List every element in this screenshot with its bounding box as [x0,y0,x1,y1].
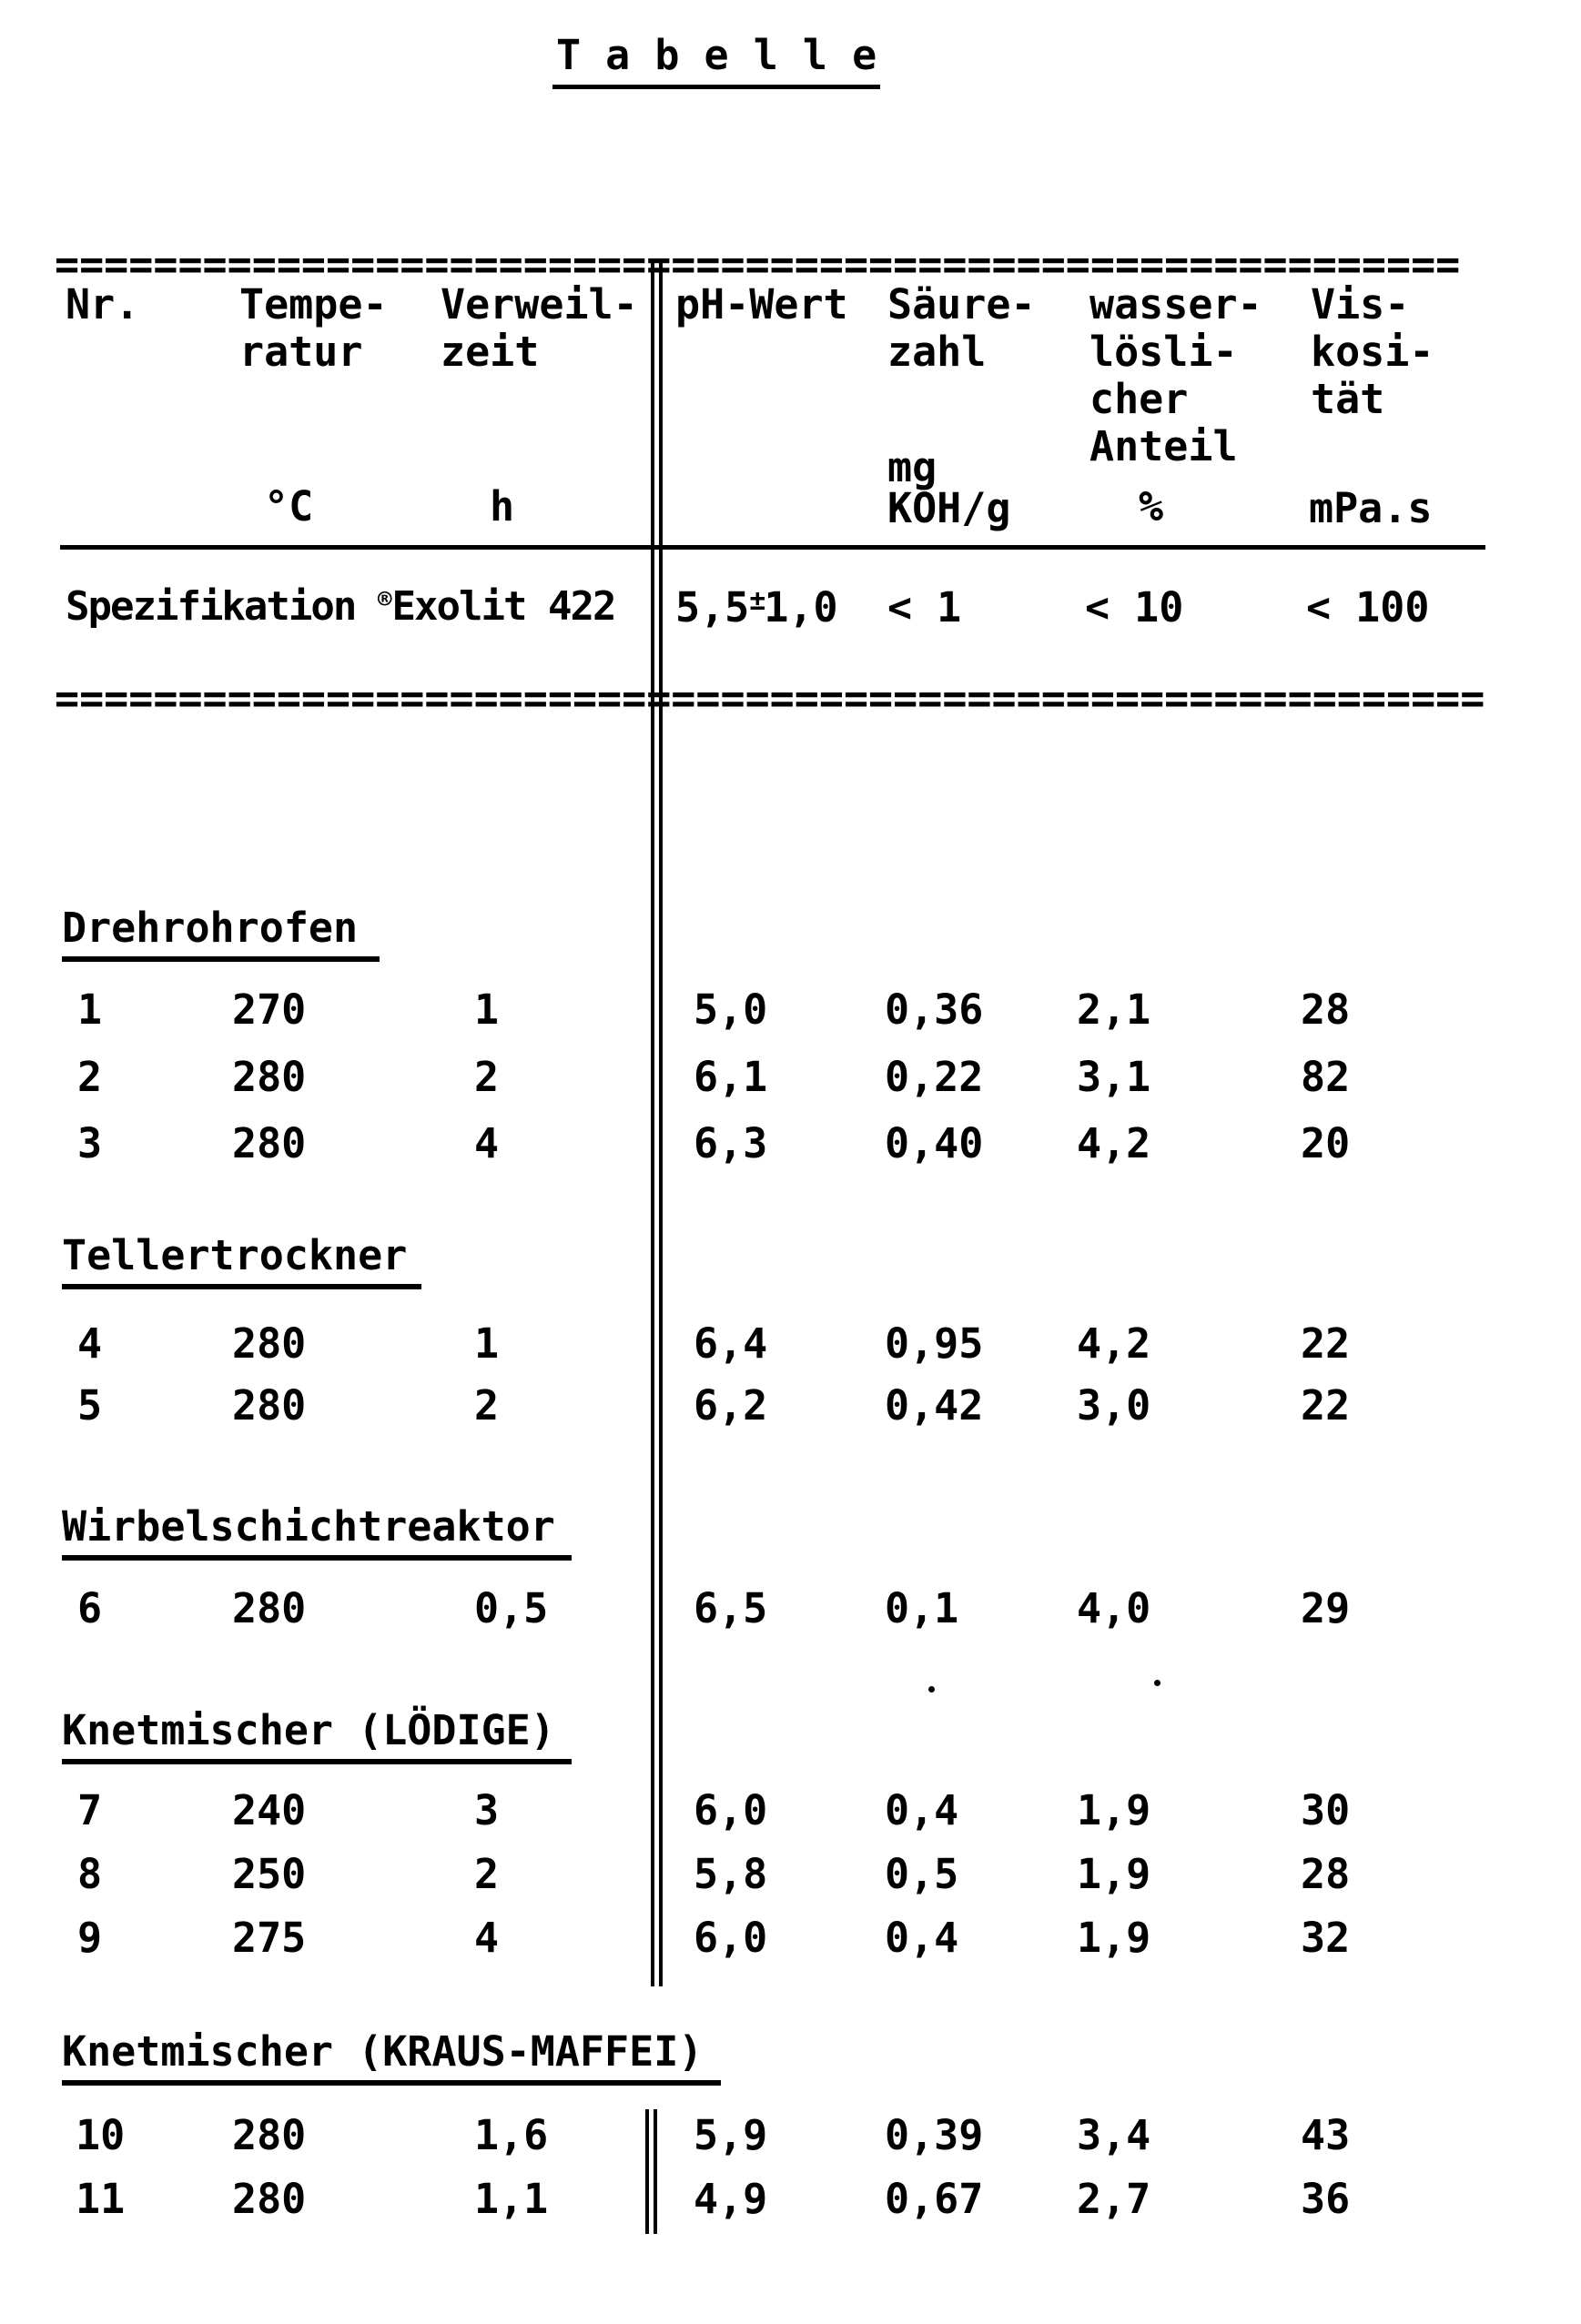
cell-viskositaet: 29 [1301,1584,1351,1632]
spec-viskositaet-value: < 100 [1306,583,1430,632]
section-title-knetmischer-loedige: Knetmischer (LÖDIGE) [62,1710,572,1764]
cell-verweilzeit: 2 [474,1053,500,1101]
double-dash-rule-top: ========================================================= [55,240,1461,288]
cell-ph-wert: 6,5 [694,1584,768,1632]
cell-ph-wert: 6,4 [694,1319,768,1368]
col-header-temperatur-2: ratur [239,328,363,376]
unit-saeurezahl-mg: mg [887,443,937,491]
col-header-saeurezahl-2: zahl [887,328,987,376]
cell-nr: 11 [76,2175,126,2223]
scan-speck [928,1686,935,1692]
vertical-double-rule-lower [645,2109,657,2234]
col-header-temperatur-1: Tempe- [239,280,388,328]
cell-ph-wert: 5,0 [694,985,768,1034]
col-header-verweilzeit-1: Verweil- [441,280,638,328]
spec-saeurezahl-value: < 1 [887,583,962,632]
cell-nr: 8 [77,1850,103,1898]
cell-nr: 2 [77,1053,103,1101]
cell-verweilzeit: 1,1 [474,2175,549,2223]
cell-verweilzeit: 4 [474,1914,500,1962]
cell-wasser-anteil: 2,1 [1077,985,1151,1034]
cell-saeurezahl: 0,40 [885,1119,984,1167]
spec-row-label [66,583,615,630]
cell-ph-wert: 5,8 [694,1850,768,1898]
section-title-knetmischer-kraus-maffei: Knetmischer (KRAUS-MAFFEI) [62,2031,721,2086]
cell-wasser-anteil: 3,1 [1077,1053,1151,1101]
cell-saeurezahl: 0,1 [885,1584,959,1632]
cell-saeurezahl: 0,95 [885,1319,984,1368]
cell-verweilzeit: 4 [474,1119,500,1167]
cell-wasser-anteil: 2,7 [1077,2175,1151,2223]
cell-temperatur: 280 [232,1381,307,1430]
cell-ph-wert: 6,3 [694,1119,768,1167]
cell-ph-wert: 6,0 [694,1786,768,1834]
spec-prefix: Spezifikation [66,583,378,630]
cell-ph-wert: 6,1 [694,1053,768,1101]
spec-ph-base: 5,5 [675,583,750,632]
col-header-viskositaet-3: tät [1311,375,1385,423]
cell-temperatur: 280 [232,1053,307,1101]
col-header-nr: Nr. [66,280,140,328]
cell-ph-wert: 5,9 [694,2111,768,2159]
section-title-wirbelschichtreaktor: Wirbelschichtreaktor [62,1506,572,1561]
vertical-double-rule-main [651,261,663,1986]
unit-verweilzeit: h [490,482,515,530]
cell-saeurezahl: 0,42 [885,1381,984,1430]
cell-nr: 10 [76,2111,126,2159]
cell-verweilzeit: 0,5 [474,1584,549,1632]
cell-viskositaet: 43 [1301,2111,1351,2159]
header-divider-line [60,545,1485,550]
cell-saeurezahl: 0,39 [885,2111,984,2159]
cell-verweilzeit: 3 [474,1786,500,1834]
cell-temperatur: 280 [232,1119,307,1167]
col-header-viskositaet-1: Vis- [1311,280,1410,328]
cell-verweilzeit: 1 [474,1319,500,1368]
page-title: T a b e l l e [552,35,880,89]
cell-nr: 9 [77,1914,103,1962]
cell-viskositaet: 20 [1301,1119,1351,1167]
cell-ph-wert: 6,2 [694,1381,768,1430]
section-title-drehrohrofen: Drehrohrofen [62,907,380,962]
spec-ph-tolerance: 1,0 [764,583,838,632]
spec-wasser-value: < 10 [1085,583,1184,632]
cell-saeurezahl: 0,36 [885,985,984,1034]
col-header-viskositaet-2: kosi- [1311,328,1434,376]
col-header-wasser-3: cher [1089,375,1189,423]
unit-wasser-percent: % [1139,482,1164,530]
section-title-tellertrockner: Tellertrockner [62,1235,421,1289]
cell-ph-wert: 6,0 [694,1914,768,1962]
col-header-verweilzeit-2: zeit [441,328,540,376]
cell-nr: 4 [77,1319,103,1368]
cell-nr: 3 [77,1119,103,1167]
plus-minus-sign: ± [749,585,765,617]
cell-viskositaet: 30 [1301,1786,1351,1834]
cell-temperatur: 275 [232,1914,307,1962]
col-header-wasser-1: wasser- [1089,280,1262,328]
cell-saeurezahl: 0,67 [885,2175,984,2223]
cell-saeurezahl: 0,4 [885,1914,959,1962]
cell-saeurezahl: 0,22 [885,1053,984,1101]
spec-product: Exolit 422 [391,583,615,630]
cell-wasser-anteil: 3,0 [1077,1381,1151,1430]
col-header-saeurezahl-1: Säure- [887,280,1036,328]
cell-verweilzeit: 1 [474,985,500,1034]
cell-wasser-anteil: 1,9 [1077,1786,1151,1834]
cell-nr: 6 [77,1584,103,1632]
cell-wasser-anteil: 4,0 [1077,1584,1151,1632]
cell-verweilzeit: 2 [474,1381,500,1430]
cell-verweilzeit: 1,6 [474,2111,549,2159]
registered-trademark-icon: ® [377,586,392,613]
cell-temperatur: 280 [232,2175,307,2223]
cell-wasser-anteil: 3,4 [1077,2111,1151,2159]
cell-viskositaet: 22 [1301,1319,1351,1368]
cell-viskositaet: 28 [1301,1850,1351,1898]
unit-saeurezahl-koh: KOH/g [887,484,1011,532]
spec-ph-value [675,583,838,632]
unit-viskositaet: mPa.s [1309,484,1433,532]
double-dash-rule-mid: ========================================================== [55,674,1485,722]
cell-verweilzeit: 2 [474,1850,500,1898]
cell-ph-wert: 4,9 [694,2175,768,2223]
cell-saeurezahl: 0,4 [885,1786,959,1834]
cell-wasser-anteil: 4,2 [1077,1319,1151,1368]
cell-saeurezahl: 0,5 [885,1850,959,1898]
col-header-wasser-2: lösli- [1089,328,1238,376]
col-header-wasser-4: Anteil [1089,422,1238,470]
cell-viskositaet: 28 [1301,985,1351,1034]
cell-temperatur: 280 [232,1584,307,1632]
cell-viskositaet: 32 [1301,1914,1351,1962]
scan-speck [1154,1680,1160,1686]
cell-temperatur: 240 [232,1786,307,1834]
unit-temperatur: °C [264,482,314,530]
cell-nr: 1 [77,985,103,1034]
cell-viskositaet: 22 [1301,1381,1351,1430]
cell-temperatur: 280 [232,2111,307,2159]
cell-wasser-anteil: 1,9 [1077,1850,1151,1898]
cell-temperatur: 280 [232,1319,307,1368]
cell-temperatur: 250 [232,1850,307,1898]
col-header-ph-wert: pH-Wert [675,280,848,328]
cell-nr: 5 [77,1381,103,1430]
cell-nr: 7 [77,1786,103,1834]
cell-wasser-anteil: 1,9 [1077,1914,1151,1962]
cell-viskositaet: 36 [1301,2175,1351,2223]
cell-wasser-anteil: 4,2 [1077,1119,1151,1167]
cell-viskositaet: 82 [1301,1053,1351,1101]
cell-temperatur: 270 [232,985,307,1034]
